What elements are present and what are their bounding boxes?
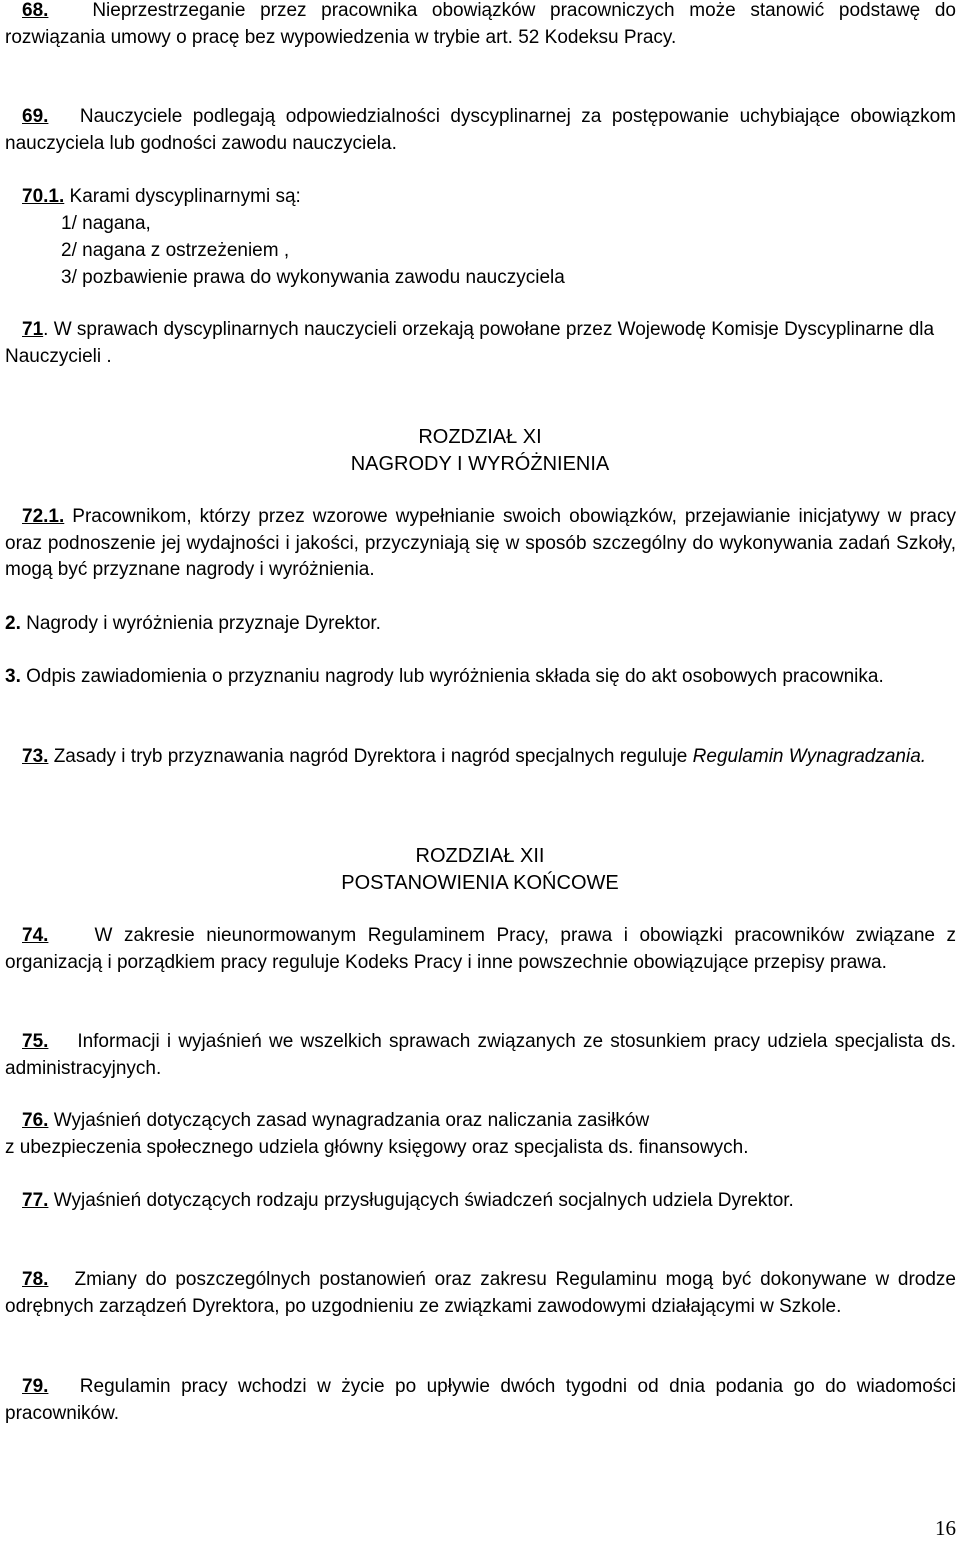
page-number: 16 xyxy=(935,1516,956,1540)
paragraph-number: 75. xyxy=(22,1031,49,1052)
paragraph-number: 68. xyxy=(22,0,49,21)
paragraph-text: Pracownikom, którzy przez wzorowe wypełnianie swoich obowiązków, przejawianie inicjatywy w pracy oraz podnoszenie jej wydajności i jakości, przyczyniają się w sposób szczególny do wykonywania zadań Szkoły, mogą być przyznane nagrody i wyróżnienia. xyxy=(5,506,956,581)
paragraph-number: 71 xyxy=(22,319,44,340)
chapter-heading: ROZDZIAŁ XI xyxy=(418,426,542,448)
paragraph-75 xyxy=(5,1029,956,1082)
chapter-title: NAGRODY I WYRÓŻNIENIA xyxy=(350,453,610,475)
paragraph-number: 3. xyxy=(5,666,21,687)
paragraph-number: 72.1. xyxy=(22,506,65,527)
paragraph-number: 70.1. xyxy=(22,186,65,207)
paragraph-text: Nagrody i wyróżnienia przyznaje Dyrektor. xyxy=(26,613,381,634)
paragraph-number: 69. xyxy=(22,106,49,127)
list-item: 2/ nagana z ostrzeżeniem , xyxy=(61,240,290,261)
paragraph-68 xyxy=(5,0,956,51)
paragraph-77 xyxy=(5,1188,956,1215)
paragraph-text: Wyjaśnień dotyczących zasad wynagradzania oraz naliczania zasiłków xyxy=(53,1110,650,1131)
list-item: 3/ pozbawienie prawa do wykonywania zawodu nauczyciela xyxy=(61,267,565,288)
paragraph-72-3 xyxy=(5,664,956,691)
paragraph-74 xyxy=(5,923,956,976)
paragraph-text: Wyjaśnień dotyczących rodzaju przysługujących świadczeń socjalnych udziela Dyrektor. xyxy=(53,1190,794,1211)
paragraph-number: 74. xyxy=(22,925,49,946)
paragraph-69 xyxy=(5,104,956,157)
paragraph-number: 79. xyxy=(22,1376,49,1397)
paragraph-72 xyxy=(5,504,956,584)
chapter-heading: ROZDZIAŁ XII xyxy=(415,845,545,867)
paragraph-text: Nieprzestrzeganie przez pracownika obowiązków pracowniczych może stanowić podstawę do rozwiązania umowy o pracę bez wypowiedzenia w trybie art. 52 Kodeksu Pracy. xyxy=(5,0,956,48)
paragraph-text: Odpis zawiadomienia o przyznaniu nagrody lub wyróżnienia składa się do akt osobowych pracownika. xyxy=(26,666,884,687)
paragraph-number: 78. xyxy=(22,1269,49,1290)
paragraph-text: Informacji i wyjaśnień we wszelkich sprawach związanych ze stosunkiem pracy udziela specjalista ds. administracyjnych. xyxy=(5,1031,956,1079)
list-item: 1/ nagana, xyxy=(61,213,151,234)
paragraph-number: 76. xyxy=(22,1110,49,1131)
paragraph-text: Regulamin pracy wchodzi w życie po upływie dwóch tygodni od dnia podania go do wiadomości pracowników. xyxy=(5,1376,957,1424)
paragraph-79 xyxy=(5,1374,956,1427)
paragraph-text: Karami dyscyplinarnymi są: xyxy=(69,186,301,207)
paragraph-italic: Regulamin Wynagradzania. xyxy=(692,746,927,767)
paragraph-text: Zasady i tryb przyznawania nagród Dyrektora i nagród specjalnych reguluje xyxy=(53,746,688,767)
paragraph-72-2 xyxy=(5,611,956,638)
paragraph-text: Zmiany do poszczególnych postanowień oraz zakresu Regulaminu mogą być dokonywane w drodze odrębnych zarządzeń Dyrektora, po uzgodnieniu ze związkami zawodowymi działającymi w Szkole. xyxy=(5,1269,956,1317)
paragraph-78 xyxy=(5,1267,956,1320)
chapter-title: POSTANOWIENIA KOŃCOWE xyxy=(341,872,619,894)
paragraph-71 xyxy=(5,317,956,370)
paragraph-number: 77. xyxy=(22,1190,49,1211)
paragraph-70 xyxy=(5,184,956,211)
paragraph-76 xyxy=(5,1108,956,1161)
paragraph-number: 73. xyxy=(22,746,49,767)
paragraph-text: z ubezpieczenia społecznego udziela główny księgowy oraz specjalista ds. finansowych. xyxy=(5,1136,749,1158)
paragraph-73 xyxy=(5,744,956,771)
paragraph-text: W zakresie nieunormowanym Regulaminem Pracy, prawa i obowiązki pracowników związane z organizacją i porządkiem pracy reguluje Kodeks Pracy i inne powszechnie obowiązujące przepisy prawa. xyxy=(5,925,956,973)
paragraph-text: . W sprawach dyscyplinarnych nauczycieli orzekają powołane przez Wojewodę Komisje Dyscyplinarne dla Nauczycieli . xyxy=(5,319,935,367)
paragraph-text: Nauczyciele podlegają odpowiedzialności dyscyplinarnej za postępowanie uchybiające obowiązkom nauczyciela lub godności zawodu nauczyciela. xyxy=(5,106,956,154)
paragraph-number: 2. xyxy=(5,613,21,634)
